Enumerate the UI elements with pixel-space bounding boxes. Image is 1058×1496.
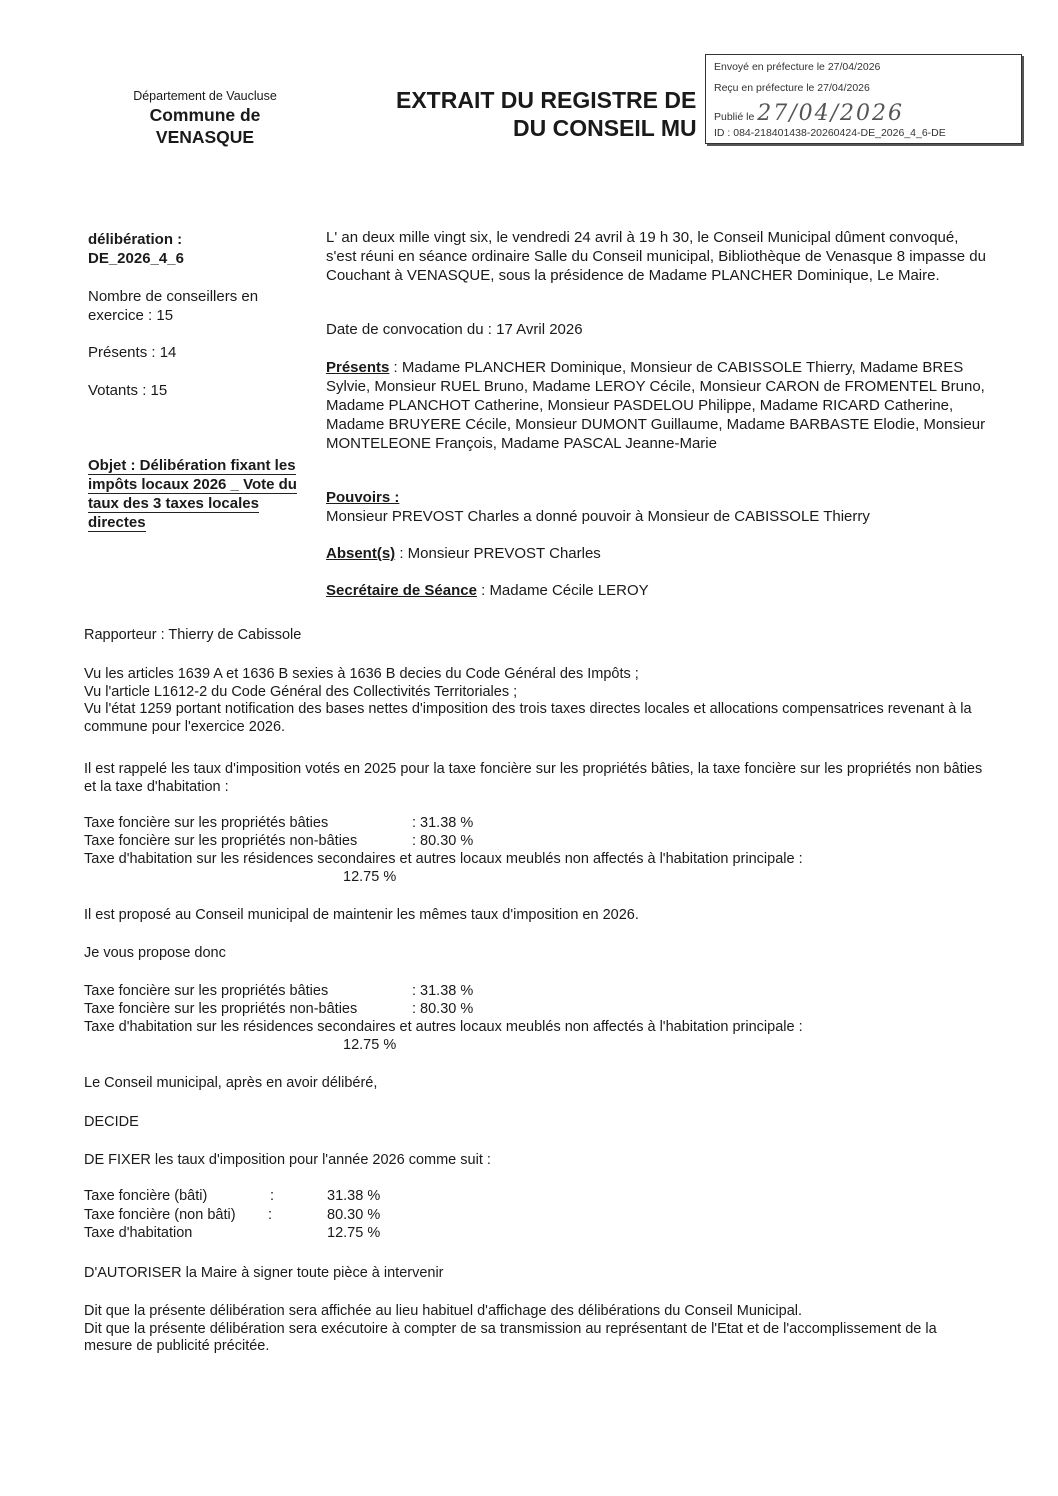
pouvoirs-text: Monsieur PREVOST Charles a donné pouvoir à Monsieur de CABISSOLE Thierry: [326, 508, 870, 525]
rate-proposed-nonbati-label: Taxe foncière sur les propriétés non-bâties: [84, 1001, 358, 1017]
visa-3: Vu l'état 1259 portant notification des bases nettes d'imposition des trois taxes directes locales et allocations compensatrices revenant à la commune pour l'exercice 2026.: [84, 701, 972, 735]
department-name: Département de Vaucluse: [133, 89, 277, 103]
presents-label: Présents: [326, 359, 390, 376]
stamp-published-handwritten: 27/04/2026: [757, 101, 905, 126]
commune-label: Commune de: [149, 105, 261, 125]
final-rate-nonbati-value: 80.30 %: [327, 1207, 381, 1223]
final-rate-nonbati-colon: :: [268, 1207, 273, 1223]
dit-executoire: Dit que la présente délibération sera exécutoire à compter de sa transmission au représentant de l'Etat et de l'accomplissement de la mesure de publicité précitée.: [84, 1320, 937, 1354]
rapporteur: Rapporteur : Thierry de Cabissole: [84, 627, 302, 643]
fixer-paragraph: DE FIXER les taux d'imposition pour l'année 2026 comme suit :: [84, 1152, 491, 1168]
dit-paragraphs: [84, 1303, 984, 1356]
commune-name: VENASQUE: [155, 127, 255, 147]
pouvoirs-label: Pouvoirs :: [326, 489, 400, 506]
je-propose: Je vous propose donc: [84, 945, 226, 961]
rate-2025-bati-value: : 31.38 %: [412, 815, 474, 831]
convocation-date: Date de convocation du : 17 Avril 2026: [326, 321, 583, 338]
absents-text: : Monsieur PREVOST Charles: [395, 545, 601, 562]
final-rate-nonbati-label: Taxe foncière (non bâti): [84, 1207, 236, 1223]
visa-2: Vu l'article L1612-2 du Code Général des Collectivités Territoriales ;: [84, 683, 518, 700]
secretaire-label: Secrétaire de Séance: [326, 582, 477, 599]
rate-proposed-nonbati-value: : 80.30 %: [412, 1001, 474, 1017]
rate-2025-bati-label: Taxe foncière sur les propriétés bâties: [84, 815, 329, 831]
stamp-published-label: Publié le: [714, 111, 755, 123]
presents-names: : Madame PLANCHER Dominique, Monsieur de CABISSOLE Thierry, Madame BRES Sylvie, Monsieur RUEL Bruno, Madame LEROY Cécile, Monsieur CARON de FROMENTEL Bruno, Madame PLANCHOT Catherine, Monsieur PASDELOU Philippe, Madame RICARD Catherine, Madame BRUYERE Cécile, Monsieur DUMONT Guillaume, Madame BARBASTE Elodie, Monsieur MONTELEONE François, Madame PASCAL Jeanne-Marie: [326, 359, 986, 452]
department-block: [100, 88, 310, 148]
final-rate-bati-label: Taxe foncière (bâti): [84, 1188, 208, 1204]
conseil-delibere: Le Conseil municipal, après en avoir délibéré,: [84, 1075, 378, 1091]
final-rate-bati-colon: :: [270, 1188, 275, 1204]
pouvoirs-block: [326, 488, 986, 526]
objet-text: Objet : Délibération fixant les impôts locaux 2026 _ Vote du taux des 3 taxes locales directes: [88, 457, 297, 531]
final-rate-bati-value: 31.38 %: [327, 1188, 381, 1204]
rappel-paragraph: Il est rappelé les taux d'imposition votés en 2025 pour la taxe foncière sur les propriétés bâties, la taxe foncière sur les propriétés non bâties et la taxe d'habitation :: [84, 761, 983, 795]
visa-1: Vu les articles 1639 A et 1636 B sexies à 1636 B decies du Code Général des Impôts ;: [84, 666, 639, 682]
conseillers-count: Nombre de conseillers en exercice : 15: [88, 288, 259, 324]
deliberation-label: délibération :: [88, 231, 183, 248]
proposition-paragraph: Il est proposé au Conseil municipal de maintenir les mêmes taux d'imposition en 2026.: [84, 907, 639, 923]
rate-proposed-bati-value: : 31.38 %: [412, 983, 474, 999]
final-rate-th-value: 12.75 %: [327, 1225, 381, 1241]
rate-proposed-th-value: 12.75 %: [343, 1037, 397, 1053]
stamp-id: ID : 084-218401438-20260424-DE_2026_4_6-DE: [714, 127, 946, 139]
document-title-line2: DU CONSEIL MU: [513, 115, 697, 141]
decide-heading: DECIDE: [84, 1114, 139, 1130]
final-rate-th-label: Taxe d'habitation: [84, 1225, 193, 1241]
absents-label: Absent(s): [326, 545, 396, 562]
rate-proposed-bati-label: Taxe foncière sur les propriétés bâties: [84, 983, 329, 999]
autoriser-paragraph: D'AUTORISER la Maire à signer toute pièce à intervenir: [84, 1265, 444, 1281]
deliberation-ref: [88, 230, 184, 268]
deliberation-id: DE_2026_4_6: [88, 250, 184, 267]
prefecture-stamp: [705, 54, 1022, 144]
stamp-sent: Envoyé en préfecture le 27/04/2026: [714, 61, 881, 73]
presents-list: [326, 358, 986, 453]
rate-2025-th-label: Taxe d'habitation sur les résidences secondaires et autres locaux meublés non affectés à l'habitation principale :: [84, 851, 803, 867]
votants-count: Votants : 15: [88, 382, 168, 399]
dit-affichage: Dit que la présente délibération sera affichée au lieu habituel d'affichage des délibérations du Conseil Municipal.: [84, 1303, 803, 1319]
presents-count: Présents : 14: [88, 344, 177, 361]
rate-2025-th-value: 12.75 %: [343, 869, 397, 885]
secretaire-block: [326, 581, 986, 600]
visas: [84, 666, 984, 736]
document-title-line1: EXTRAIT DU REGISTRE DE: [396, 87, 697, 113]
rate-proposed-th-label: Taxe d'habitation sur les résidences secondaires et autres locaux meublés non affectés à l'habitation principale :: [84, 1019, 803, 1035]
secretaire-text: : Madame Cécile LEROY: [476, 582, 649, 599]
objet-block: [88, 456, 303, 532]
meeting-intro: L' an deux mille vingt six, le vendredi 24 avril à 19 h 30, le Conseil Municipal dûment convoqué, s'est réuni en séance ordinaire Salle du Conseil municipal, Bibliothèque de Venasque 8 impasse du Couchant à VENASQUE, sous la présidence de Madame PLANCHER Dominique, Le Maire.: [326, 229, 986, 284]
rate-2025-nonbati-label: Taxe foncière sur les propriétés non-bâties: [84, 833, 358, 849]
rate-2025-nonbati-value: : 80.30 %: [412, 833, 474, 849]
stamp-received: Reçu en préfecture le 27/04/2026: [714, 82, 870, 94]
absents-block: [326, 544, 986, 563]
